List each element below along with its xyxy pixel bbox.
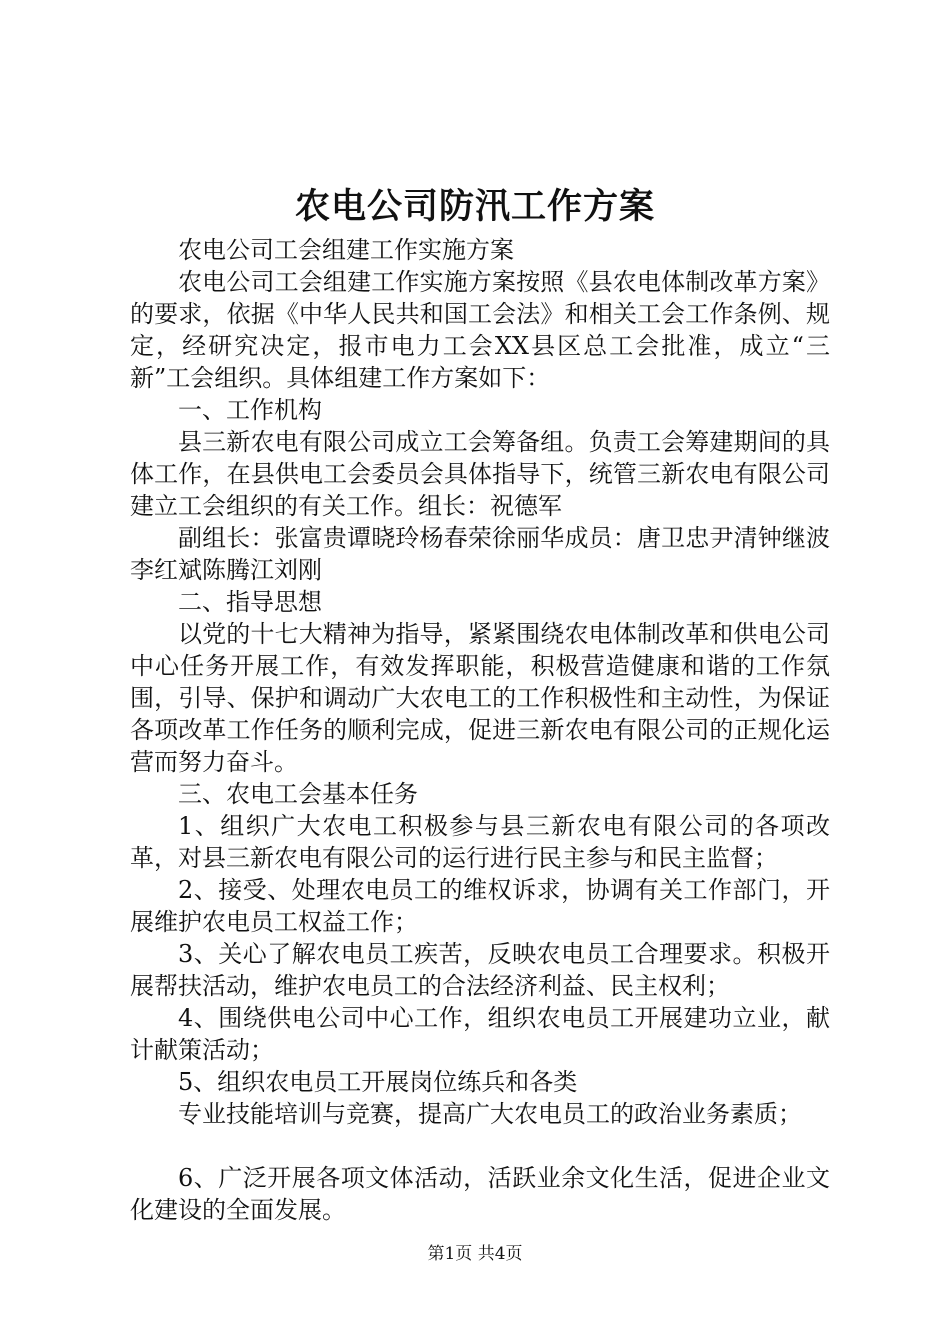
section-heading-basic-tasks: 三、农电工会基本任务 — [178, 780, 418, 808]
page-number-footer: 第1页 共4页 — [427, 1244, 523, 1264]
section-heading-organization: 一、工作机构 — [178, 396, 322, 424]
paragraph-guiding-ideology: 以党的十七大精神为指导，紧紧围绕农电体制改革和供电公司中心任务开展工作，有效发挥职能，积极营造健康和谐的工作氛围，引导、保护和调动广大农电工的工作积极性和主动性，为保证各项改革工作任务的顺利完成，促进三新农电有限公司的正规化运营而努力奋斗。 — [130, 620, 830, 776]
blank-line — [130, 1130, 830, 1162]
task-item-5: 5、组织农电员工开展岗位练兵和各类 — [178, 1068, 578, 1096]
paragraph-organization: 县三新农电有限公司成立工会筹备组。负责工会筹建期间的具体工作，在县供电工会委员会具体指导下，统管三新农电有限公司建立工会组织的有关工作。组长：祝德军 — [130, 428, 830, 520]
task-item-6: 6、广泛开展各项文体活动，活跃业余文化生活，促进企业文化建设的全面发展。 — [130, 1164, 830, 1224]
paragraph-members: 副组长：张富贵谭晓玲杨春荣徐丽华成员：唐卫忠尹清钟继波李红斌陈腾江刘刚 — [130, 524, 830, 584]
task-item-3: 3、关心了解农电员工疾苦，反映农电员工合理要求。积极开展帮扶活动，维护农电员工的合法经济利益、民主权利； — [130, 940, 830, 1000]
paragraph-intro: 农电公司工会组建工作实施方案按照《县农电体制改革方案》的要求，依据《中华人民共和国工会法》和相关工会工作条例、规定，经研究决定，报市电力工会XX县区总工会批准，成立“三新”工会组织。具体组建工作方案如下： — [130, 268, 830, 392]
section-heading-guiding-ideology: 二、指导思想 — [178, 588, 322, 616]
document-body — [130, 234, 830, 1226]
task-item-1: 1、组织广大农电工积极参与县三新农电有限公司的各项改革，对县三新农电有限公司的运行进行民主参与和民主监督； — [130, 812, 830, 872]
document-title: 农电公司防汛工作方案 — [294, 186, 655, 227]
task-item-4: 4、围绕供电公司中心工作，组织农电员工开展建功立业，献计献策活动； — [130, 1004, 830, 1064]
task-item-5-continued: 专业技能培训与竞赛，提高广大农电员工的政治业务素质； — [178, 1100, 802, 1128]
paragraph-subtitle: 农电公司工会组建工作实施方案 — [178, 236, 514, 264]
task-item-2: 2、接受、处理农电员工的维权诉求，协调有关工作部门，开展维护农电员工权益工作； — [130, 876, 830, 936]
